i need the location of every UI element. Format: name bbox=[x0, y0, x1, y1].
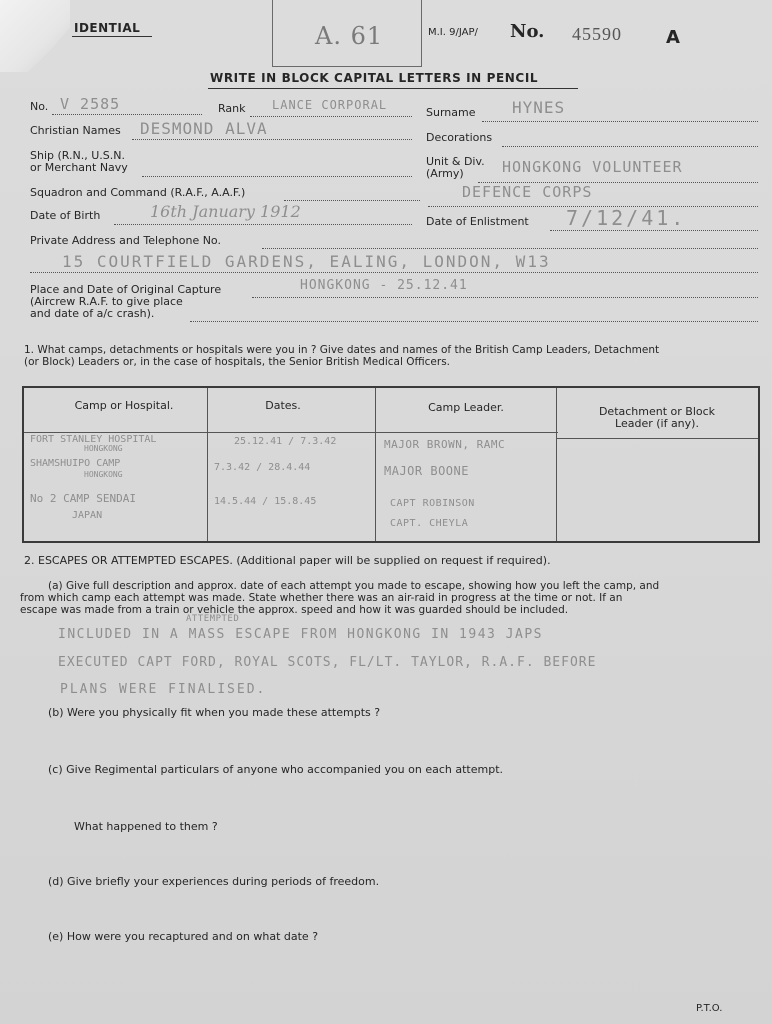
surname-line bbox=[482, 121, 758, 122]
decorations-label: Decorations bbox=[426, 131, 493, 144]
camp-cell: No 2 CAMP SENDAI bbox=[30, 492, 136, 505]
unit-value: HONGKONG VOLUNTEER bbox=[502, 158, 683, 176]
unit-value-2: DEFENCE CORPS bbox=[462, 183, 593, 201]
christian-names-label: Christian Names bbox=[30, 124, 121, 137]
table-header-rule bbox=[376, 432, 558, 433]
camp-cell: FORT STANLEY HOSPITAL bbox=[30, 434, 157, 445]
escape-answer-line-2: EXECUTED CAPT FORD, ROYAL SCOTS, FL/LT. TAYLOR, R.A.F. BEFORE bbox=[58, 655, 597, 670]
number-label: No. bbox=[510, 21, 545, 42]
decorations-line bbox=[502, 146, 758, 147]
form-number: 45590 bbox=[572, 24, 622, 44]
camp-cell-2: HONGKONG bbox=[84, 470, 123, 479]
no-label: No. bbox=[30, 100, 49, 113]
header-detachment: Detachment or Block bbox=[598, 405, 716, 418]
header-dates: Dates. bbox=[265, 399, 301, 412]
capture-label: Place and Date of Original Capture bbox=[30, 283, 222, 296]
q2-title: 2. ESCAPES OR ATTEMPTED ESCAPES. (Additional paper will be supplied on request if required). bbox=[24, 554, 551, 567]
pto-label: P.T.O. bbox=[696, 1003, 723, 1014]
instruction-underline bbox=[208, 88, 578, 89]
camp-cell-2: HONGKONG bbox=[84, 444, 123, 453]
instruction-heading: WRITE IN BLOCK CAPITAL LETTERS IN PENCIL bbox=[210, 71, 539, 85]
classification-underline bbox=[72, 36, 152, 37]
answer-insert: ATTEMPTED bbox=[186, 614, 240, 624]
q2c-followup: What happened to them ? bbox=[74, 820, 218, 833]
dob-label: Date of Birth bbox=[30, 209, 101, 222]
christian-names-value: DESMOND ALVA bbox=[140, 119, 268, 138]
capture-value: HONGKONG - 25.12.41 bbox=[300, 278, 468, 293]
leader-cell-2: CAPT. CHEYLA bbox=[390, 518, 469, 529]
capture-line bbox=[252, 297, 758, 298]
escape-answer-line: INCLUDED IN A MASS ESCAPE FROM HONGKONG IN 1943 JAPS bbox=[58, 627, 543, 642]
leader-cell: MAJOR BROWN, RAMC bbox=[384, 438, 506, 451]
address-value: 15 COURTFIELD GARDENS, EALING, LONDON, W13 bbox=[62, 252, 551, 271]
capture-label-2: (Aircrew R.A.F. to give place bbox=[30, 295, 183, 308]
address-line-2 bbox=[30, 272, 758, 273]
address-label: Private Address and Telephone No. bbox=[30, 234, 221, 247]
table-header-rule bbox=[208, 432, 376, 433]
enlistment-line bbox=[550, 230, 758, 231]
capture-label-3: and date of a/c crash). bbox=[30, 307, 155, 320]
q2c-text: (c) Give Regimental particulars of anyone who accompanied you on each attempt. bbox=[48, 763, 504, 776]
table-header-rule bbox=[557, 438, 758, 439]
christian-names-line bbox=[132, 139, 412, 140]
no-value: V 2585 bbox=[60, 95, 121, 113]
q1-text: 1. What camps, detachments or hospitals were you in ? Give dates and names of the British Camp Leaders, Detachment bbox=[24, 344, 660, 356]
q2d-text: (d) Give briefly your experiences during periods of freedom. bbox=[48, 875, 380, 888]
ship-line bbox=[142, 176, 412, 177]
enlistment-label: Date of Enlistment bbox=[426, 215, 529, 228]
unit-label-2: (Army) bbox=[426, 167, 464, 180]
no-line bbox=[52, 114, 202, 115]
address-line bbox=[262, 248, 758, 249]
q2e-text: (e) How were you recaptured and on what date ? bbox=[48, 930, 319, 943]
ship-label: Ship (R.N., U.S.N. bbox=[30, 149, 125, 162]
header-camp: Camp or Hospital. bbox=[74, 399, 174, 412]
q1-text-2: (or Block) Leaders or, in the case of hospitals, the Senior British Medical Officers. bbox=[24, 356, 451, 368]
leader-cell: CAPT ROBINSON bbox=[390, 498, 475, 509]
dob-value: 16th January 1912 bbox=[150, 202, 301, 221]
dates-cell: 25.12.41 / 7.3.42 bbox=[234, 436, 337, 447]
q2a-text: (a) Give full description and approx. date of each attempt you made to escape, showing how you left the camp, and bbox=[48, 580, 660, 592]
dates-cell: 14.5.44 / 15.8.45 bbox=[214, 496, 317, 507]
enlistment-value: 7/12/41. bbox=[566, 206, 687, 230]
camp-table bbox=[22, 386, 760, 543]
unit-label: Unit & Div. bbox=[426, 155, 485, 168]
surname-label: Surname bbox=[426, 106, 476, 119]
capture-line-2 bbox=[190, 321, 758, 322]
rank-line bbox=[250, 116, 412, 117]
rank-label: Rank bbox=[218, 102, 246, 115]
q2b-text: (b) Were you physically fit when you made these attempts ? bbox=[48, 706, 381, 719]
surname-value: HYNES bbox=[512, 98, 566, 117]
dates-cell: 7.3.42 / 28.4.44 bbox=[214, 462, 311, 473]
header-leader: Camp Leader. bbox=[428, 401, 504, 414]
form-suffix: A bbox=[666, 27, 680, 48]
form-reference: M.I. 9/JAP/ bbox=[428, 27, 478, 38]
table-header-rule bbox=[24, 432, 208, 433]
rank-value: LANCE CORPORAL bbox=[272, 98, 388, 112]
torn-corner bbox=[0, 0, 70, 72]
camp-cell-2: JAPAN bbox=[72, 510, 103, 521]
header-detachment-2: Leader (if any). bbox=[615, 417, 699, 430]
classification-label: IDENTIAL bbox=[74, 21, 141, 35]
camp-cell: SHAMSHUIPO CAMP bbox=[30, 458, 121, 469]
squadron-line bbox=[284, 200, 420, 201]
squadron-label: Squadron and Command (R.A.F., A.A.F.) bbox=[30, 186, 246, 199]
q2a-text-3: escape was made from a train or vehicle the approx. speed and how it was guarded should be included. bbox=[20, 604, 569, 616]
stamp-text: A. 61 bbox=[315, 22, 384, 50]
registry-stamp bbox=[272, 0, 422, 67]
ship-label-2: or Merchant Navy bbox=[30, 161, 128, 174]
dob-line bbox=[114, 224, 412, 225]
leader-cell: MAJOR BOONE bbox=[384, 464, 469, 478]
escape-answer-line-3: PLANS WERE FINALISED. bbox=[60, 682, 267, 697]
q2a-text-2: from which camp each attempt was made. State whether there was an air-raid in progress at the time or not. If an bbox=[20, 592, 623, 604]
